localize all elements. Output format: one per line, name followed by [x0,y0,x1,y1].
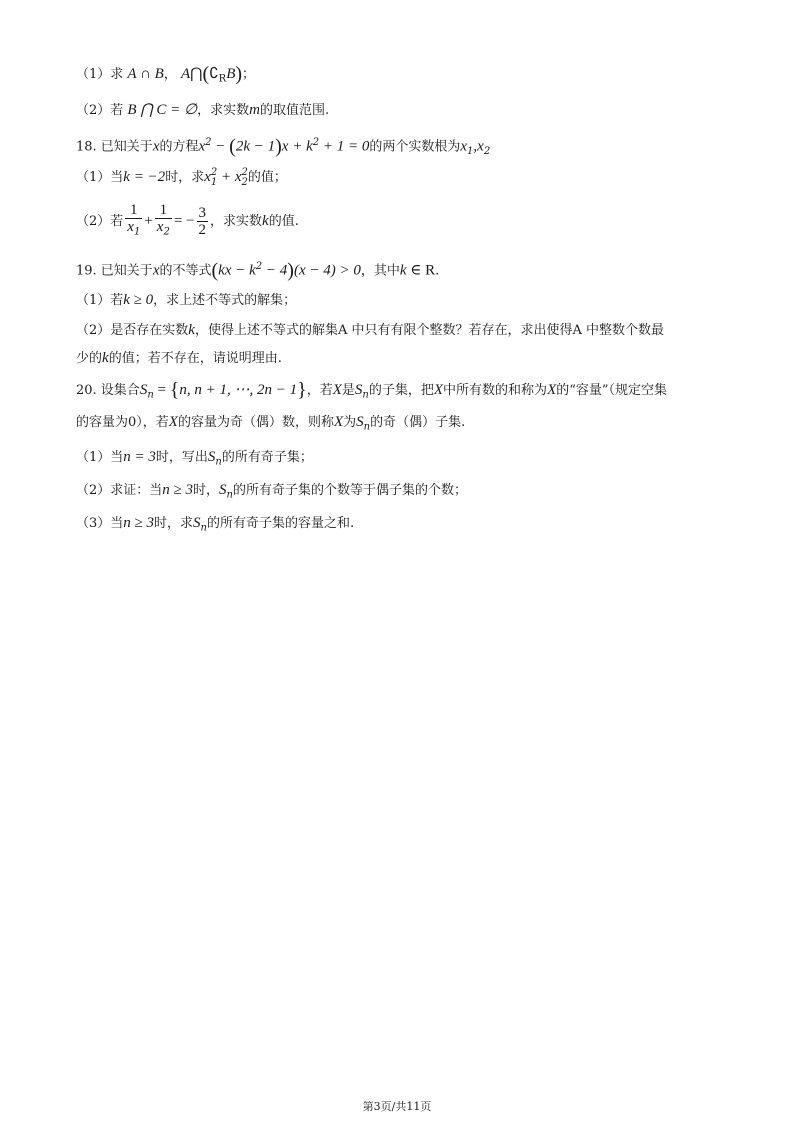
label: （2）若 [76,214,124,229]
q17-part2 [76,100,329,121]
cap-symbol: ⋂ [190,66,203,82]
text: 的值. [268,214,299,229]
text: 的所有奇子集的容量之和. [206,516,355,531]
subscript: n [363,421,371,433]
numerator: 1 [125,202,142,219]
paren: ) [275,135,282,158]
q18-part2 [76,201,299,242]
math-var: x [152,138,160,155]
punct: . [435,263,440,279]
subscript: n [226,489,233,501]
text: ，若 [306,383,333,398]
math-expr: n ≥ 3 [123,515,155,531]
paren: ) [235,63,243,85]
label: 19. 已知关于 [76,263,153,279]
punct: ， [163,67,177,82]
q18-part1 [76,167,287,188]
label: （1）当 [76,450,124,465]
label: （1）求 [76,67,124,82]
label: （2）是否存在实数 [76,323,189,338]
math-expr: 2k − 1 [235,138,276,155]
text: 的不等式 [159,263,212,279]
math-var: x [204,169,211,185]
text: ，其中 [360,263,400,279]
math-expr: A ∩ B [127,66,164,82]
math-expr: (x − 4) > 0 [293,262,361,279]
operator: = − [173,213,195,229]
fraction [155,202,172,241]
text: 的“容量”（规定空集 [556,383,668,398]
math-var: S [139,382,148,398]
math-var: x [152,262,160,279]
math-expr: B [226,66,236,82]
superscript: 2 [205,137,212,148]
punct: ； [242,67,256,82]
math-var: X [333,414,344,430]
label: （2）求证：当 [76,483,163,498]
math-expr: k ∈ [399,262,426,279]
math-var: k [188,322,195,338]
math-expr: k ≥ 0 [123,292,154,308]
text: ，求实数 [210,214,263,229]
subscript: n [147,389,154,401]
math-var: X [332,382,342,398]
q20-part1 [76,447,313,473]
math-expr: n = 3 [123,449,156,465]
q20-part2 [76,480,467,506]
subscript: n [362,389,369,401]
operator: + [144,213,153,229]
text: 的方程 [159,139,199,155]
math-var: X [433,382,444,398]
math-expr: kx − k [218,262,256,279]
paren: ) [287,259,294,282]
superscript: 2 [255,261,263,272]
subscript: n [215,456,222,468]
text: ，求实数 [197,103,250,118]
brace: { [169,379,180,401]
math-var: S [193,515,201,531]
text: ，求上述不等式的解集； [153,293,297,308]
q17-part1 [76,64,255,90]
math-var: x [156,219,164,236]
math-var: m [249,102,260,118]
q20-part3 [76,513,354,539]
math-expr: x [198,138,206,155]
text: 时，写出 [155,450,208,465]
math-var: S [354,382,363,398]
subscript: n [200,522,207,534]
text: 的所有奇子集的个数等于偶子集的个数； [232,483,467,498]
subscript: 2 [163,226,170,238]
numerator: 3 [198,205,207,221]
text: 的值；若不存在，请说明理由. [108,351,282,366]
numerator: 1 [155,202,172,219]
subscript: 1 [467,145,474,157]
math-var: X [168,414,178,430]
real-set-symbol: R [425,262,436,279]
q19-part1 [76,290,296,311]
math-var: x [127,219,134,236]
math-expr: + x [217,169,242,185]
text: 为 [343,415,357,430]
paren: ( [229,135,236,158]
math-expr: + 1 = 0 [319,138,370,155]
math-var: X [547,382,557,398]
math-expr: n ≥ 3 [162,482,194,498]
label: （3）当 [76,516,124,531]
text: 的所有奇子集； [221,450,313,465]
subscript: R [218,73,227,85]
math-expr: − 4 [262,262,288,279]
subscript: 1 [210,176,218,188]
subscript: 2 [483,145,491,157]
denominator: 2 [198,222,207,238]
paren: ( [211,259,219,282]
text: 的两个实数根为 [369,139,461,155]
superscript: 2 [241,166,248,178]
label: （1）当 [76,170,124,185]
math-expr: x + k [281,138,313,155]
subscript: 2 [241,176,248,188]
math-expr: B ⋂ C = ∅ [127,102,198,118]
text: 时，求 [165,170,205,185]
text: 时，求 [154,516,194,531]
text: ，使得上述不等式的解集A 中只有有限个整数？若存在，求出使得A 中整数个数最 [194,323,664,338]
label: （1）若 [76,293,124,308]
math-var: ,x [473,138,484,155]
operator: = [153,382,170,398]
paren: ( [202,63,210,85]
q18-stem [76,133,490,162]
text: 的容量为0），若 [76,415,169,430]
fraction [125,202,142,241]
text: 是 [341,383,355,398]
text: 时， [193,483,220,498]
q20-stem-line1 [76,380,667,406]
math-var: k [262,213,269,229]
math-var: S [356,414,364,430]
subscript: 1 [133,226,141,238]
math-expr: k = −2 [123,169,166,185]
label: 20. 设集合 [76,383,140,398]
complement-symbol: ∁ [209,66,219,82]
math-var: S [207,449,216,465]
q20-stem-line2 [76,412,465,438]
text: 少的 [76,351,103,366]
math-var: x [460,138,468,155]
q19-stem [76,257,439,281]
text: 的容量为奇（偶）数，则称 [177,415,334,430]
text: 的值； [247,170,287,185]
math-var: k [102,350,109,366]
brace: } [297,379,307,401]
page-footer: 第3页/共11页 [362,1100,432,1113]
superscript: 2 [210,166,218,178]
math-expr: A [180,66,191,82]
math-expr: − [211,138,230,155]
math-expr: n, n + 1, ⋯, 2n − 1 [179,382,298,398]
fraction [197,205,209,238]
q19-part2-line2 [76,348,282,369]
label: （2）若 [76,103,124,118]
text: 的子集，把 [368,383,434,398]
text: 中所有数的和称为 [443,383,548,398]
text: 的奇（偶）子集. [370,415,466,430]
text: 的取值范围. [259,103,330,118]
q19-part2-line1 [76,320,664,341]
label: 18. 已知关于 [76,139,153,155]
math-var: S [219,482,227,498]
superscript: 2 [312,137,320,148]
